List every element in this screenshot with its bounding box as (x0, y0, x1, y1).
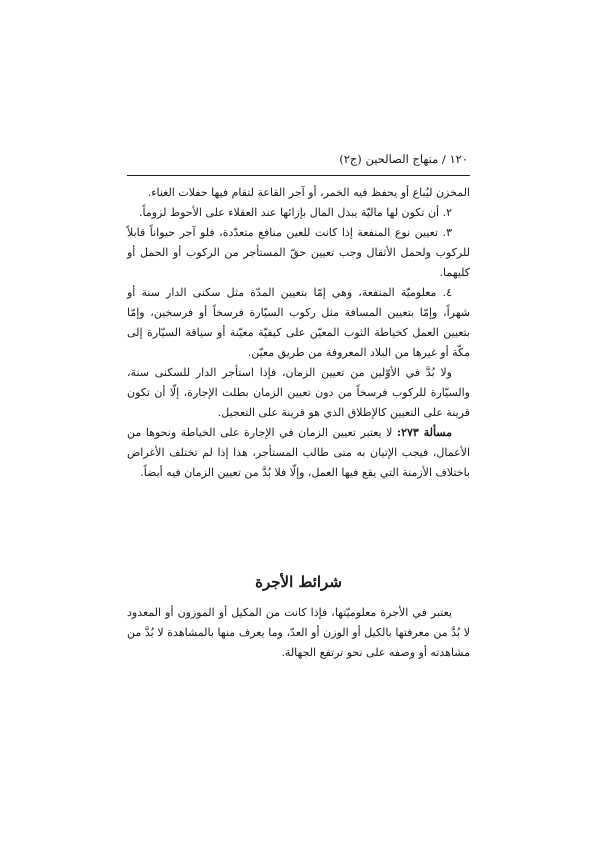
issue-273 (127, 423, 470, 483)
time-specification-paragraph: ولا بُدَّ في الأوّلين من تعيين الزمان، فإذا استأجر الدار للسكنى سنة، والسيّارة للركوب فرسخاً من دون تعيين الزمان بطلت الإجارة، إلّا أن تكون قرينة على التعيين كالإطلاق الذي هو قرينة على التعجيل. (127, 366, 470, 419)
condition-2: ٢. أن تكون لها ماليّة يبذل المال بإزائها عند العقلاء على الأحوط لزوماً. (138, 206, 452, 219)
issue-label: مسألة ٢٧٣: (397, 426, 453, 439)
paragraph-continuation: المخزن ليُباع أو يحفظ فيه الخمر، أو آجر القاعة لتقام فيها حفلات الغناء. (147, 186, 470, 199)
running-head: ١٢٠ / منهاج الصالحين (ج٢) (339, 152, 468, 166)
section-paragraph: يعتبر في الأجرة معلوميّتها، فإذا كانت من المكيل أو الموزون أو المعدود لا بُدَّ من معرفتها بالكيل أو الوزن أو العدّ، وما يعرف منها بالمشاهدة لا بُدَّ من مشاهدته أو وصفه على نحو ترتفع الجهالة. (127, 606, 470, 659)
header-rule (127, 175, 470, 176)
condition-4: ٤. معلوميّة المنفعة، وهي إمّا بتعيين المدّة مثل سكنى الدار سنة أو شهراً، وإمّا بتعيين المسافة مثل ركوب السيّارة فرسخاً أو فرسخين، وإمّا بتعيين العمل كخياطة الثوب المعيّن على كيفيّة معيّنة أو سياقة السيّارة إلى مكّة أو غيرها من البلاد المعروفة من طريق معيّن. (127, 286, 470, 359)
condition-3: ٣. تعيين نوع المنفعة إذا كانت للعين منافع متعدّدة، فلو آجر حيواناً قابلاً للركوب ولحمل الأثقال وجب تعيين حقّ المستأجر من الركوب أو الحمل أو كليهما. (127, 226, 470, 279)
body-text (127, 183, 470, 483)
issue-text: لا يعتبر تعيين الزمان في الإجارة على الخياطة ونحوها من الأعمال، فيجب الإتيان به متى طالب المستأجر، هذا إذا لم تختلف الأغراض باختلاف الأزمنة التي يقع فيها العمل، وإلّا فلا بُدَّ من تعيين الزمان فيه أيضاً. (127, 426, 470, 479)
section-heading: شرائط الأجرة (255, 573, 342, 591)
section-text (127, 603, 470, 663)
